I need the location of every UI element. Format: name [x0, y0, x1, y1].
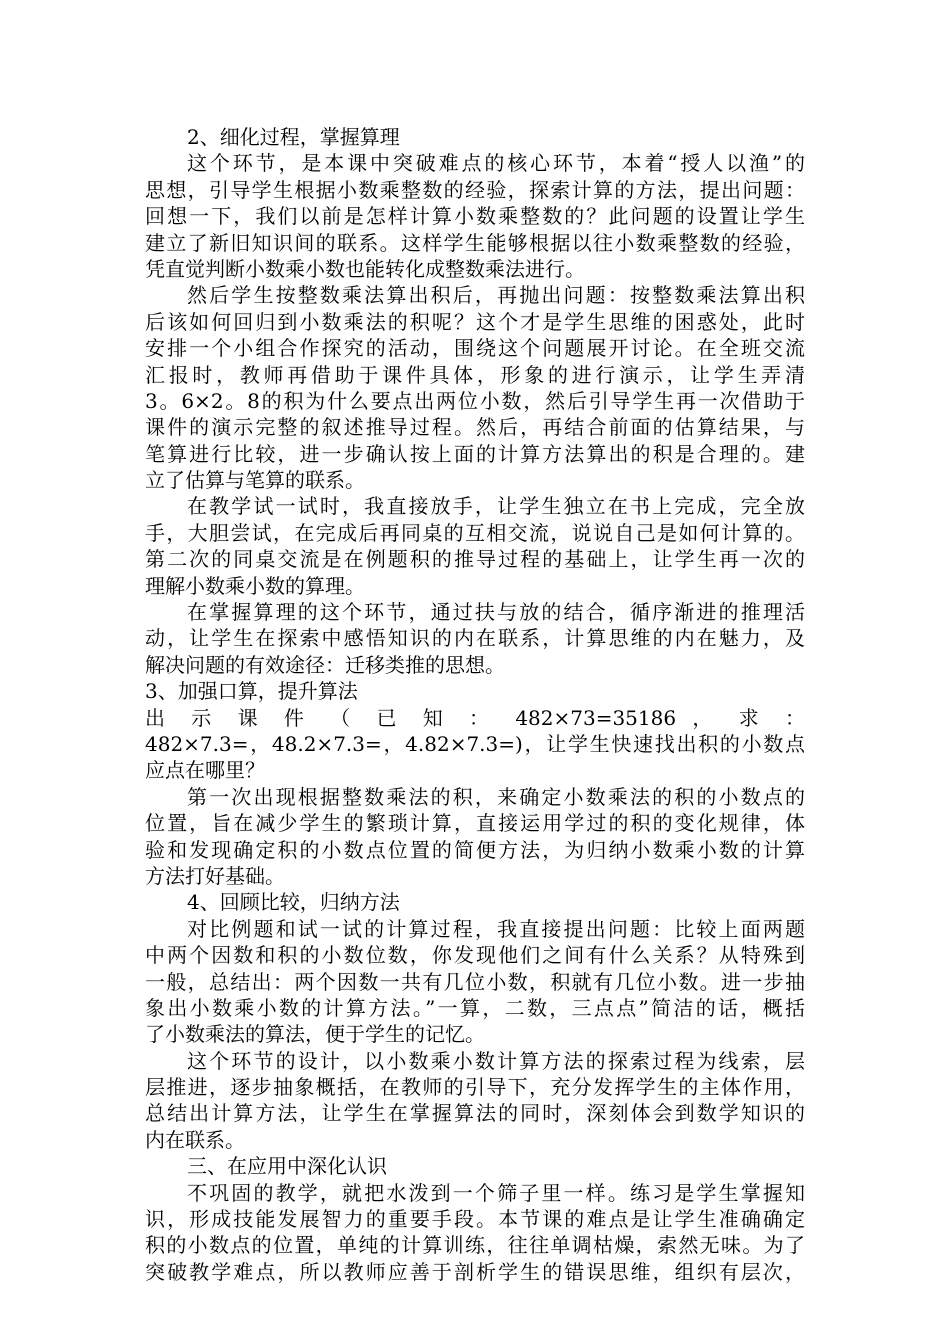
paragraph-line: 识，形成技能发展智力的重要手段。本节课的难点是让学生准确确定 — [145, 1207, 805, 1232]
paragraph-last-line: 立了估算与笔算的联系。 — [145, 468, 365, 493]
paragraph-last-line: 了小数乘法的算法，便于学生的记忆。 — [145, 1022, 485, 1047]
paragraph-last-line: 解决问题的有效途径：迁移类推的思想。 — [145, 652, 505, 677]
section-heading: 2、细化过程，掌握算理 — [187, 125, 400, 149]
paragraph-last-line: 理解小数乘小数的算理。 — [145, 573, 365, 598]
paragraph-line: 总结出计算方法，让学生在掌握算法的同时，深刻体会到数学知识的 — [145, 1101, 805, 1126]
paragraph-line: 建立了新旧知识间的联系。这样学生能够根据以往小数乘整数的经验， — [145, 230, 805, 255]
paragraph-line: 3。6×2。8的积为什么要点出两位小数，然后引导学生再一次借助于 — [145, 388, 805, 413]
document-body — [145, 124, 805, 1285]
paragraph-line: 第二次的同桌交流是在例题积的推导过程的基础上，让学生再一次的 — [145, 547, 805, 572]
paragraph-line: 位置，旨在减少学生的繁琐计算，直接运用学过的积的变化规律，体 — [145, 811, 805, 836]
paragraph-last-line: 内在联系。 — [145, 1127, 245, 1152]
paragraph-line: 出 示 课 件 （ 已 知 ： 482×73=35186 ， 求 ： — [145, 705, 805, 730]
paragraph-first-line: 第一次出现根据整数乘法的积，来确定小数乘法的积的小数点的 — [187, 784, 805, 809]
paragraph-first-line: 这个环节的设计，以小数乘小数计算方法的探索过程为线索，层 — [187, 1048, 805, 1073]
paragraph-last-line: 方法打好基础。 — [145, 863, 285, 888]
paragraph-line: 突破教学难点，所以教师应善于剖析学生的错误思维，组织有层次， — [145, 1259, 805, 1284]
paragraph-first-line: 不巩固的教学，就把水泼到一个筛子里一样。练习是学生掌握知 — [187, 1180, 805, 1205]
paragraph-line: 一般，总结出：两个因数一共有几位小数，积就有几位小数。进一步抽 — [145, 969, 805, 994]
paragraph-line: 课件的演示完整的叙述推导过程。然后，再结合前面的估算结果，与 — [145, 415, 805, 440]
paragraph-line: 手，大胆尝试，在完成后再同桌的互相交流，说说自己是如何计算的。 — [145, 520, 805, 545]
paragraph-line: 回想一下，我们以前是怎样计算小数乘整数的？此问题的设置让学生 — [145, 204, 805, 229]
section-heading: 3、加强口算，提升算法 — [145, 679, 358, 704]
paragraph-line: 思想，引导学生根据小数乘整数的经验，探索计算的方法，提出问题： — [145, 177, 805, 202]
paragraph-line: 笔算进行比较，进一步确认按上面的计算方法算出的积是合理的。建 — [145, 441, 805, 466]
paragraph-first-line: 在教学试一试时，我直接放手，让学生独立在书上完成，完全放 — [187, 494, 805, 519]
paragraph-line: 汇报时，教师再借助于课件具体，形象的进行演示，让学生弄清 — [145, 362, 805, 387]
paragraph-line: 安排一个小组合作探究的活动，围绕这个问题展开讨论。在全班交流 — [145, 336, 805, 361]
paragraph-first-line: 在掌握算理的这个环节，通过扶与放的结合，循序渐进的推理活 — [187, 600, 805, 625]
section-heading: 4、回顾比较，归纳方法 — [187, 890, 400, 915]
paragraph-line: 层推进，逐步抽象概括，在教师的引导下，充分发挥学生的主体作用， — [145, 1075, 805, 1100]
paragraph-first-line: 然后学生按整数乘法算出积后，再抛出问题：按整数乘法算出积 — [187, 283, 805, 308]
paragraph-line: 482×7.3=，48.2×7.3=，4.82×7.3=)，让学生快速找出积的小数点 — [145, 731, 805, 756]
paragraph-line: 验和发现确定积的小数点位置的简便方法，为归纳小数乘小数的计算 — [145, 837, 805, 862]
paragraph-line: 后该如何回归到小数乘法的积呢？这个才是学生思维的困惑处，此时 — [145, 309, 805, 334]
paragraph-first-line: 对比例题和试一试的计算过程，我直接提出问题：比较上面两题 — [187, 916, 805, 941]
section-heading: 三、在应用中深化认识 — [187, 1154, 387, 1179]
paragraph-line: 中两个因数和积的小数位数，你发现他们之间有什么关系？从特殊到 — [145, 943, 805, 968]
paragraph-first-line: 这个环节，是本课中突破难点的核心环节，本着“授人以渔”的 — [187, 151, 805, 176]
paragraph-line: 象出小数乘小数的计算方法。”一算，二数，三点点”简洁的话，概括 — [145, 995, 805, 1020]
paragraph-line: 积的小数点的位置，单纯的计算训练，往往单调枯燥，索然无味。为了 — [145, 1233, 805, 1258]
paragraph-last-line: 凭直觉判断小数乘小数也能转化成整数乘法进行。 — [145, 256, 585, 281]
paragraph-line: 动，让学生在探索中感悟知识的内在联系，计算思维的内在魅力，及 — [145, 626, 805, 651]
paragraph-last-line: 应点在哪里？ — [145, 758, 265, 783]
